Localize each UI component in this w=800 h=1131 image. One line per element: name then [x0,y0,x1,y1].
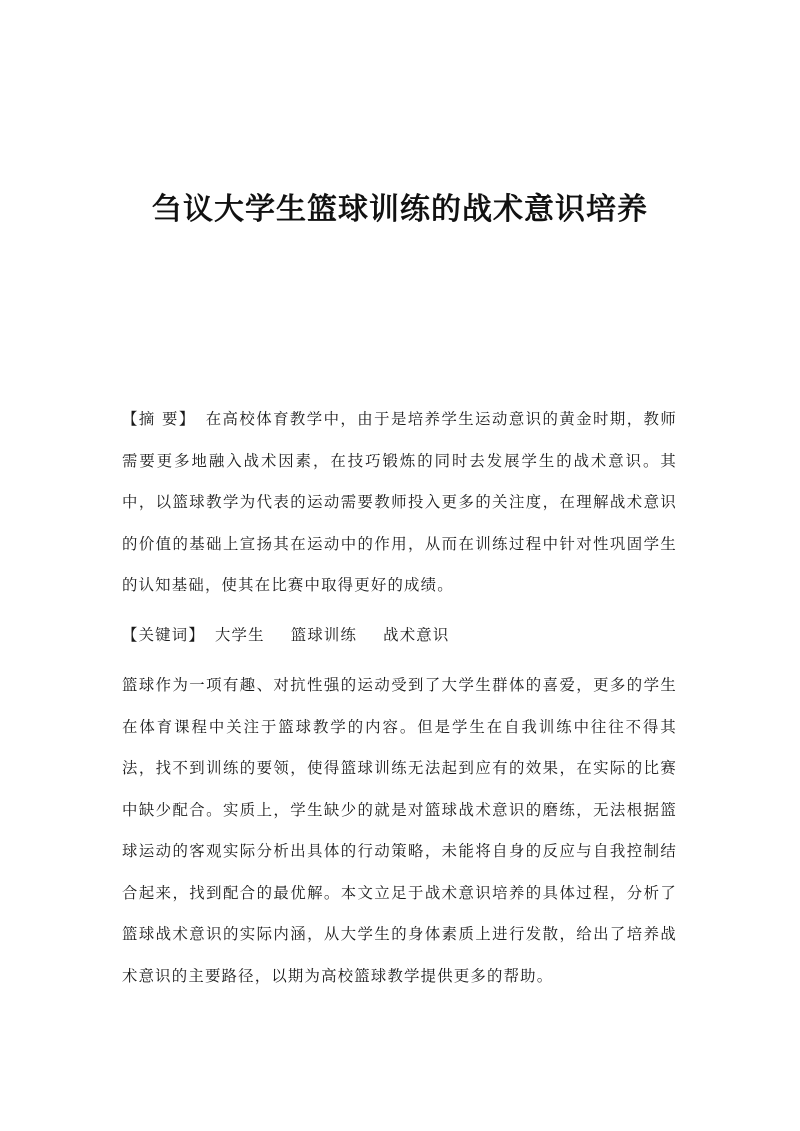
document-title: 刍议大学生篮球训练的战术意识培养 [152,192,648,227]
keywords-line [122,615,677,657]
abstract-label: 【摘 要】 [122,410,196,428]
keyword-item: 篮球训练 [290,626,358,644]
abstract-paragraph [122,399,677,607]
keywords-label: 【关键词】 [122,626,205,644]
intro-paragraph: 篮球作为一项有趣、对抗性强的运动受到了大学生群体的喜爱，更多的学生在体育课程中关注于篮球教学的内容。但是学生在自我训练中往往不得其法，找不到训练的要领，使得篮球训练无法起到应有的效果，在实际的比赛中缺少配合。实质上，学生缺少的就是对篮球战术意识的磨练，无法根据篮球运动的客观实际分析出具体的行动策略，未能将自身的反应与自我控制结合起来，找到配合的最优解。本文立足于战术意识培养的具体过程，分析了篮球战术意识的实际内涵，从大学生的身体素质上进行发散，给出了培养战术意识的主要路径，以期为高校篮球教学提供更多的帮助。 [122,676,677,985]
keyword-item: 战术意识 [383,626,450,644]
keyword-item: 大学生 [214,626,265,644]
abstract-text: 在高校体育教学中，由于是培养学生运动意识的黄金时期，教师需要更多地融入战术因素，在技巧锻炼的同时去发展学生的战术意识。其中，以篮球教学为代表的运动需要教师投入更多的关注度，在理解战术意识的价值的基础上宣扬其在运动中的作用，从而在训练过程中针对性巩固学生的认知基础，使其在比赛中取得更好的成绩。 [122,410,677,594]
